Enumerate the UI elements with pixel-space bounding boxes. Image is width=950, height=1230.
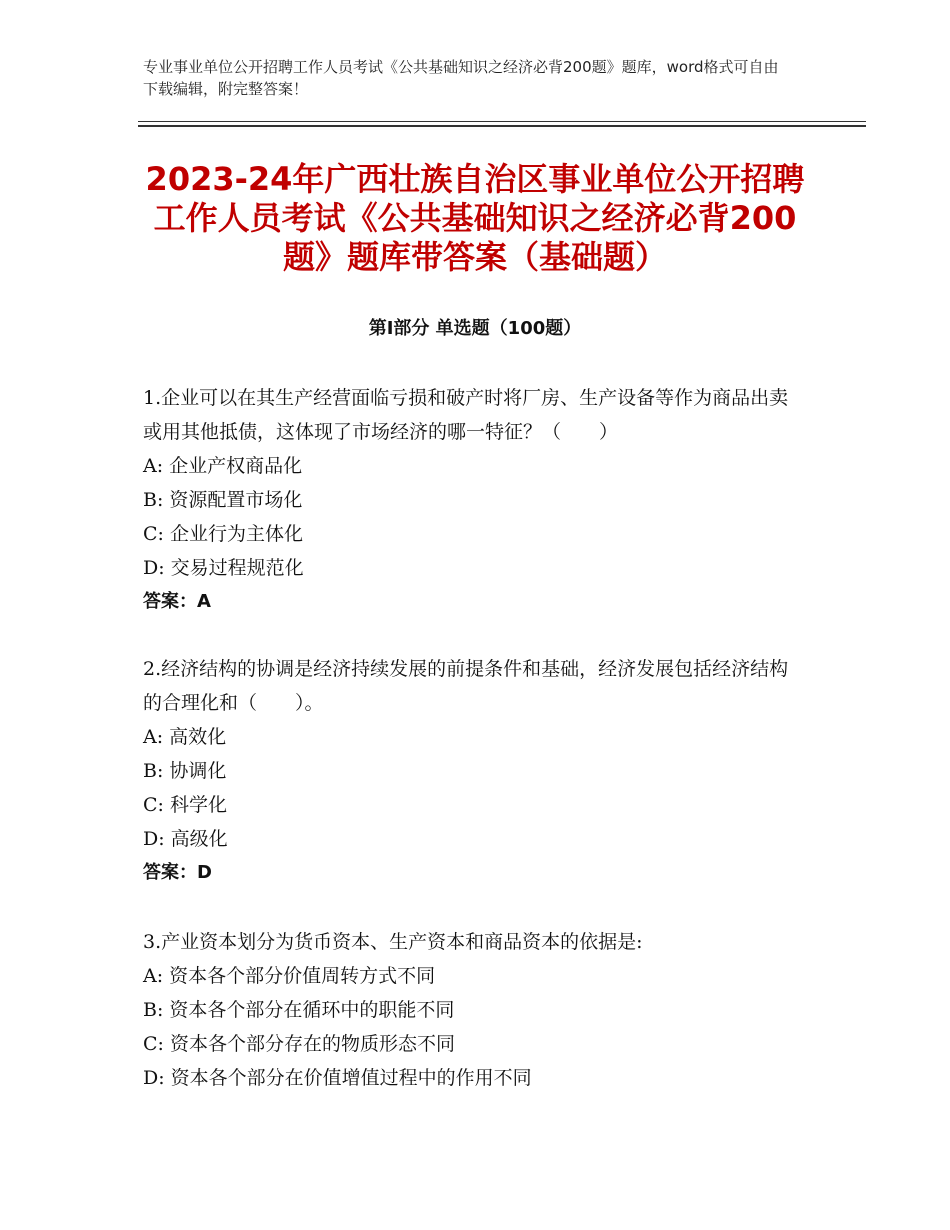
option-c: C: 资本各个部分存在的物质形态不同 bbox=[143, 1033, 455, 1055]
option-c: C: 科学化 bbox=[143, 794, 227, 816]
question-2 bbox=[143, 652, 803, 890]
option-d: D: 交易过程规范化 bbox=[143, 557, 304, 579]
question-1 bbox=[143, 381, 803, 619]
option-b: B: 资本各个部分在循环中的职能不同 bbox=[143, 999, 455, 1021]
option-a: A: 高效化 bbox=[143, 726, 227, 748]
option-a: A: 企业产权商品化 bbox=[143, 455, 303, 477]
option-b: B: 协调化 bbox=[143, 760, 227, 782]
header-note: 专业事业单位公开招聘工作人员考试《公共基础知识之经济必背200题》题库，word格式可自由下载编辑，附完整答案！ bbox=[143, 58, 779, 98]
option-a: A: 资本各个部分价值周转方式不同 bbox=[143, 965, 436, 987]
option-d: D: 高级化 bbox=[143, 828, 228, 850]
question-stem: 1.企业可以在其生产经营面临亏损和破产时将厂房、生产设备等作为商品出卖或用其他抵债，这体现了市场经济的哪一特征？（ ） bbox=[143, 387, 789, 443]
question-3 bbox=[143, 925, 803, 1095]
header-divider-thick bbox=[138, 125, 866, 127]
question-stem: 3.产业资本划分为货币资本、生产资本和商品资本的依据是: bbox=[143, 931, 643, 953]
option-c: C: 企业行为主体化 bbox=[143, 523, 303, 545]
option-d: D: 资本各个部分在价值增值过程中的作用不同 bbox=[143, 1067, 532, 1089]
document-title: 2023-24年广西壮族自治区事业单位公开招聘工作人员考试《公共基础知识之经济必背200题》题库带答案（基础题） bbox=[145, 160, 805, 276]
question-stem: 2.经济结构的协调是经济持续发展的前提条件和基础，经济发展包括经济结构的合理化和（ ）。 bbox=[143, 658, 789, 714]
header-divider bbox=[138, 121, 866, 122]
answer-label: 答案：A bbox=[143, 591, 211, 612]
answer-label: 答案：D bbox=[143, 862, 212, 883]
option-b: B: 资源配置市场化 bbox=[143, 489, 303, 511]
section-heading: 第Ⅰ部分 单选题（100题） bbox=[368, 318, 582, 339]
